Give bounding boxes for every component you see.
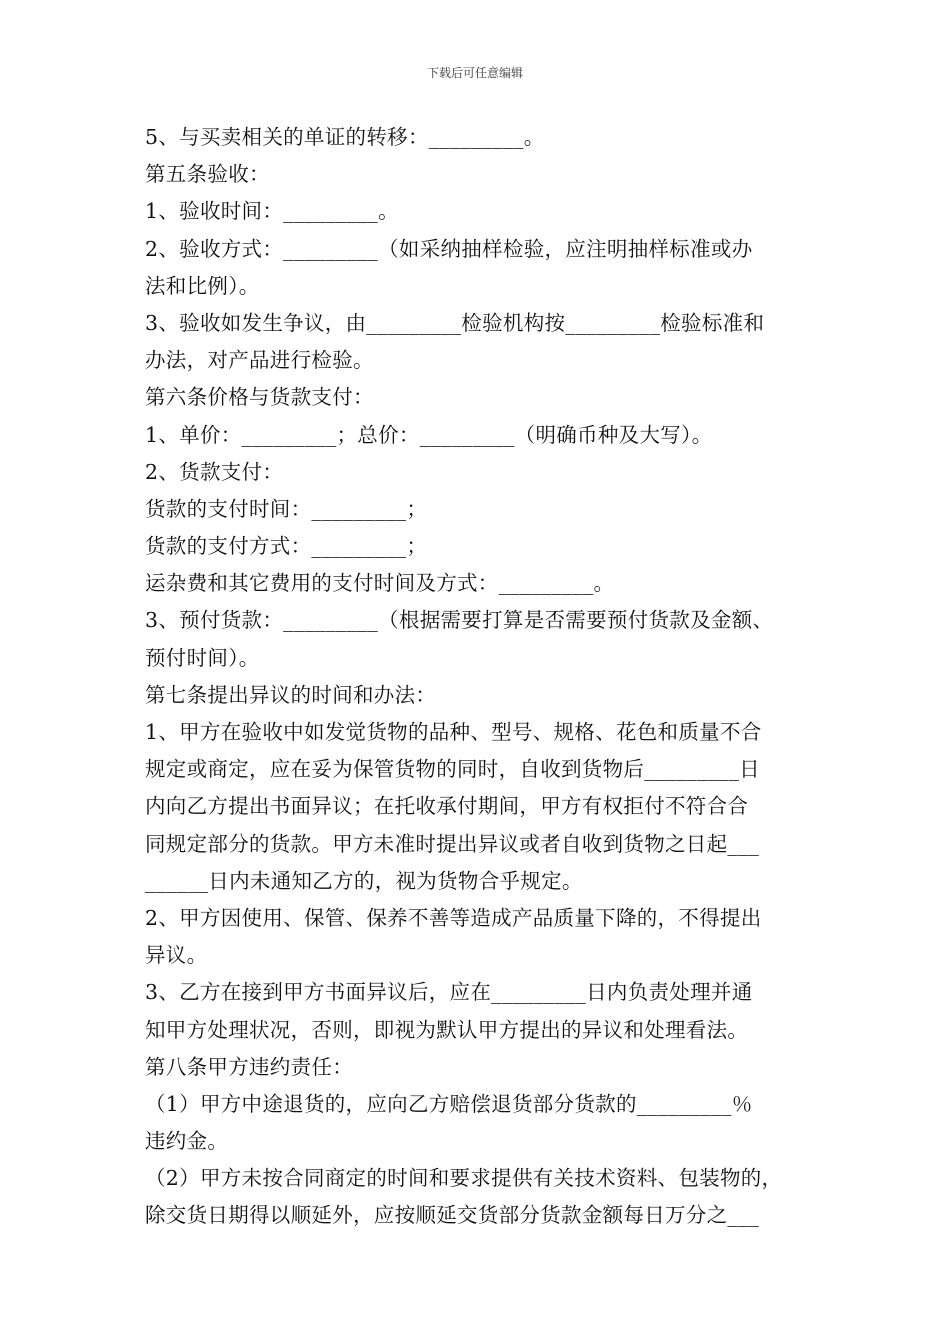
text-line: 办法，对产品进行检验。 [145,348,374,373]
text-line: 2、甲方因使用、保管、保养不善等造成产品质量下降的，不得提出 [145,905,762,930]
text-line: （2）甲方未按合同商定的时间和要求提供有关技术资料、包装物的， [145,1166,783,1191]
text-line: 1、甲方在验收中如发觉货物的品种、型号、规格、花色和质量不合 [145,720,762,744]
text-line: ______日内未通知乙方的，视为货物合乎规定。 [145,868,583,893]
text-line: 1、单价：_________；总价：_________（明确币种及大写）。 [145,422,713,447]
text-line: （1）甲方中途退货的，应向乙方赔偿退货部分货款的_________％ [145,1091,753,1116]
text-line: 3、预付货款：_________（根据需要打算是否需要预付货款及金额、 [145,608,774,633]
text-line: 同规定部分的货款。甲方未准时提出异议或者自收到货物之日起___ [145,831,760,856]
text-line: 内向乙方提出书面异议；在托收承付期间，甲方有权拒付不符合合 [145,794,749,819]
text-line: 货款的支付方式：_________； [145,534,428,559]
text-line: 预付时间）。 [145,645,260,670]
text-line: 异议。 [145,943,208,968]
text-line: 规定或商定，应在妥为保管货物的同时，自收到货物后_________日 [145,757,760,782]
section-heading: 第七条提出异议的时间和办法： [145,682,437,707]
contract-body [145,119,815,1235]
text-line: 货款的支付时间：_________； [145,496,428,521]
text-line: 5、与买卖相关的单证的转移：_________。 [145,125,545,149]
text-line: 知甲方处理状况，否则，即视为默认甲方提出的异议和处理看法。 [145,1017,749,1042]
text-line: 运杂费和其它费用的支付时间及方式：_________。 [145,571,615,596]
text-line: 除交货日期得以顺延外，应按顺延交货部分货款金额每日万分之___ [145,1203,760,1228]
text-line: 法和比例）。 [145,273,260,298]
section-heading: 第八条甲方违约责任： [145,1054,353,1079]
text-line: 3、乙方在接到甲方书面异议后，应在_________日内负责处理并通 [145,980,753,1005]
section-heading: 第六条价格与货款支付： [145,385,374,410]
text-line: 违约金。 [145,1129,229,1154]
text-line: 3、验收如发生争议，由_________检验机构按_________检验标准和 [145,310,765,335]
text-line: 2、货款支付： [145,459,284,484]
page-header: 下载后可任意编辑 [426,66,523,80]
text-line: 2、验收方式：_________（如采纳抽样检验，应注明抽样标准或办 [145,236,753,261]
text-line: 1、验收时间：_________。 [145,199,399,224]
section-heading: 第五条验收： [145,162,270,187]
